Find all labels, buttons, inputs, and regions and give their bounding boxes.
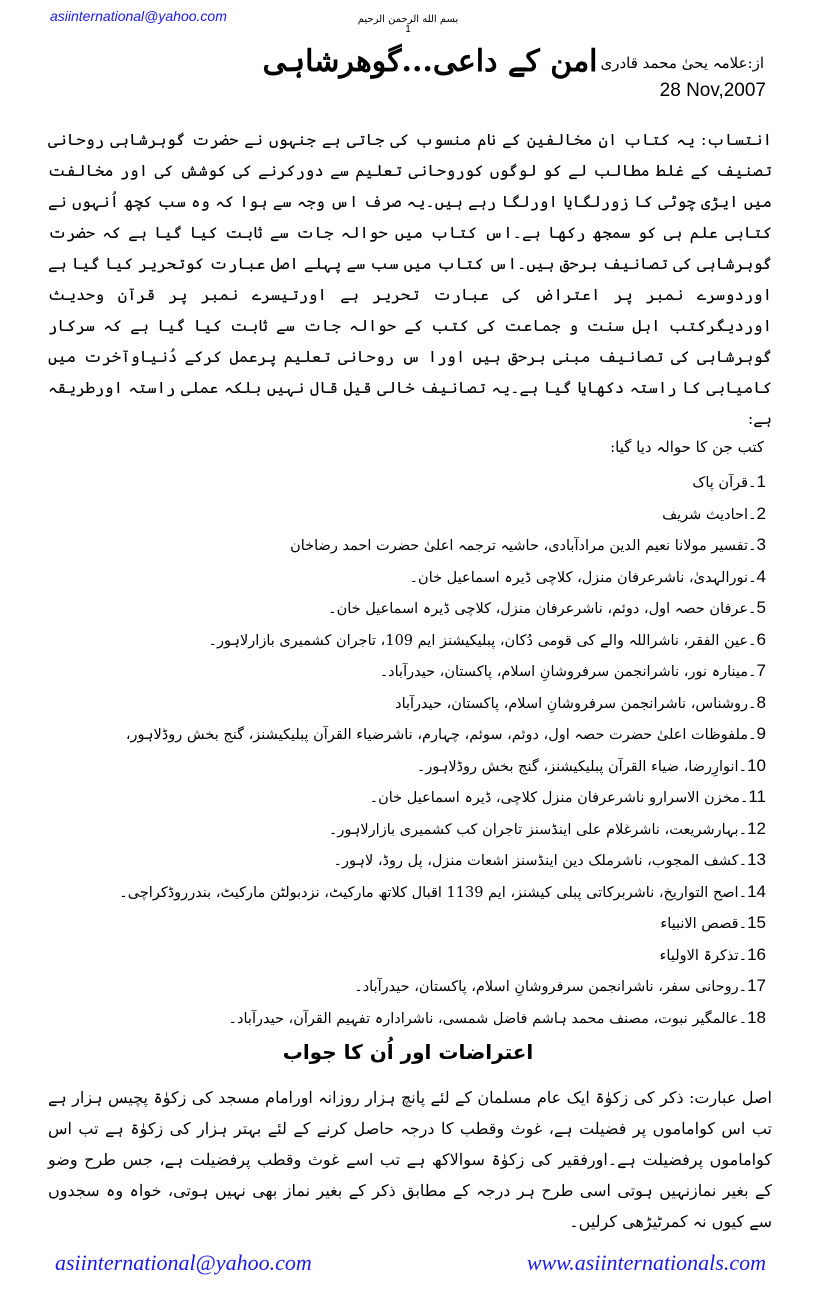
reference-text: ۔روحانی سفر، ناشرانجمن سرفروشانِ اسلام، پاکستان، حیدرآباد۔: [354, 979, 748, 995]
reference-text: ۔ملفوظات اعلیٰ حضرت حصہ اول، دوئم، سوئم، چہارم، ناشرضیاء القرآن پبلیکیشنز، گنج بخش روڈلاہور،: [125, 727, 757, 743]
reference-text: ۔عالمگیر نبوت، مصنف محمد ہاشم فاضل شمسی، ناشرادارہ تفہیم القرآن، حیدرآباد۔: [228, 1010, 748, 1027]
objections-heading: اعتراضات اور اُن کا جواب: [282, 1040, 534, 1064]
reference-text: ۔مینارہ نور، ناشرانجمن سرفروشانِ اسلام، پاکستان، حیدرآباد۔: [379, 664, 757, 680]
footer-email-link[interactable]: asiinternational@yahoo.com: [55, 1250, 312, 1275]
reference-text: ۔احادیث شریف: [662, 506, 757, 523]
reference-text: ۔روشناس، ناشرانجمن سرفروشانِ اسلام، پاکستان، حیدرآباد: [395, 695, 757, 712]
author: از:علامہ یحیٰ محمد قادری: [600, 54, 764, 72]
reference-item: [66, 813, 766, 845]
reference-text: ۔قرآن پاک: [692, 475, 757, 491]
reference-text: ۔بہارشریعت، ناشرغلام علی اینڈسنز تاجران کب کشمیری بازارلاہور۔: [328, 821, 748, 838]
reference-number: 3: [756, 535, 766, 554]
reference-number: 8: [756, 692, 766, 712]
reference-text: ۔کشف المجوب، ناشرملک دین اینڈسنز اشعات منزل، پل روڈ، لاہور۔: [333, 853, 748, 869]
reference-item: [66, 466, 766, 498]
reference-item: [66, 750, 766, 782]
reference-item: [66, 561, 766, 593]
references-heading: کتب جن کا حوالہ دیا گیا:: [610, 438, 764, 456]
reference-number: 11: [748, 787, 766, 806]
reference-item: [66, 592, 766, 624]
reference-number: 6: [756, 629, 766, 649]
reference-number: 18: [747, 1007, 766, 1027]
reference-text: ۔مخزن الاسرارو ناشرعرفان منزل کلاچی، ڈیرہ اسماعیل خان۔: [369, 790, 749, 806]
page-title: امن کے داعی...گوھرشاہی: [262, 44, 598, 79]
reference-item: [66, 718, 766, 750]
reference-text: ۔قصص الانبیاء: [660, 916, 748, 932]
reference-number: 4: [756, 566, 766, 586]
reference-item: [66, 844, 766, 876]
footer-website-link[interactable]: www.asiinternationals.com: [526, 1250, 766, 1275]
page-number: 1: [405, 24, 411, 35]
reference-number: 17: [747, 976, 766, 995]
reference-item: [66, 907, 766, 939]
reference-number: 12: [747, 818, 766, 838]
reference-item: [66, 939, 766, 971]
reference-text: ۔عین الفقر، ناشراللہ والے کی قومی دُکان، پبلیکیشنز ایم 109، تاجران کشمیری بازارلاہور۔: [208, 632, 757, 649]
bismillah: بسم الله الرحمن الرحیم: [357, 14, 459, 25]
reference-item: [66, 687, 766, 719]
reference-item: [66, 498, 766, 530]
reference-number: 5: [756, 598, 766, 617]
reference-text: ۔تذکرۃ الاولیاء: [659, 947, 748, 964]
reference-number: 7: [756, 661, 766, 680]
reference-item: [66, 1002, 766, 1034]
objections-paragraph: اصل عبارت: ذکر کی زکوٰۃ ایک عام مسلمان کے لئے پانچ ہزار روزانہ اورامام مسجد کی زکوٰۃ پچیس ہزار ہے تب اس کواماموں پر فضیلت ہے، غوث وقطب کا درجہ حاصل کرنے کے لئے بہتر ہزار کی زکوٰۃ ہے تب اس کواماموں پرفضیلت ہے۔اورفقیر کی زکوٰۃ سوالاکھ ہے تب اسے غوث وقطب پرفضیلت ہے، جس طرح وضو کے بغیر نمازنہیں ہوتی اسی طرح ہر درجہ کے مطابق ذکر کے بغیر نماز بھی نہیں ہوتی، خواہ وہ سجدوں سے کیوں نہ کمرٹیڑھی کرلیں۔: [48, 1088, 772, 1231]
reference-text: ۔انوارِرضا، ضیاء القرآن پبلیکیشنز، گنج بخش روڈلاہور۔: [416, 758, 748, 775]
reference-number: 16: [747, 944, 766, 964]
references-list: [66, 466, 766, 1033]
reference-number: 9: [756, 724, 766, 743]
reference-item: [66, 970, 766, 1002]
reference-number: 15: [747, 913, 766, 932]
reference-item: [66, 781, 766, 813]
reference-text: ۔اصح التواریخ، ناشربرکاتی پبلی کیشنز، ایم 1139 اقبال کلاتھ مارکیٹ، نزدبولٹن مارکیٹ، بندرروڈکراچی۔: [119, 884, 748, 901]
reference-text: ۔عرفان حصہ اول، دوئم، ناشرعرفان منزل، کلاچی ڈیرہ اسماعیل خان۔: [328, 601, 757, 617]
reference-item: [66, 876, 766, 908]
reference-number: 1: [756, 472, 766, 491]
date: 28 Nov,2007: [659, 80, 766, 101]
reference-text: ۔نورالہدیٰ، ناشرعرفان منزل، کلاچی ڈیرہ اسماعیل خان۔: [409, 569, 757, 586]
reference-number: 13: [747, 850, 766, 869]
reference-number: 2: [756, 503, 766, 523]
reference-number: 14: [747, 881, 766, 901]
header-email-link[interactable]: asiinternational@yahoo.com: [50, 8, 227, 24]
reference-item: [66, 655, 766, 687]
reference-item: [66, 529, 766, 561]
reference-text: ۔تفسیر مولانا نعیم الدین مرادآبادی، حاشیہ ترجمہ اعلیٰ حضرت احمد رضاخان: [290, 538, 757, 554]
dedication-paragraph: انتساب: یہ کتاب ان مخالفین کے نام منسوب کی جاتی ہے جنہوں نے حضرت گوہرشاہی روحانی تصنیف کے غلط مطالب لے کو لوگوں کوروحانی تعلیم سے دورکرنے کی کوشش کی اور مخالفت میں ایڑی چوٹی کا زورلگایا اورلگا رہے ہیں۔یہ صرف اس وجہ سے ہوا کہ وہ سب کچھ اُنہوں نے کتابی علم ہی کو سمجھ رکھا ہے۔اس کتاب میں حوالہ جات سے ثابت کیا گیا ہے کہ حضرت گوہرشاہی کی تصانیف برحق ہیں۔اس کتاب میں سب سے پہلے اصل عبارت کوتحریر کیا گیا ہے اوردوسرے نمبر پر اعتراض کی عبارت تحریر ہے اورتیسرے نمبر پر قرآن وحدیث اوردیگرکتب اہل سنت و جماعت کی کتب کے حوالہ جات سے ثابت کیا گیا ہے کہ سرکار گوہرشاہی کی تصانیف مبنی برحق ہیں اورا س روحانی تعلیم پرعمل کرکے دُنیاوآخرت میں کامیابی کا راستہ دکھایا گیا ہے۔یہ تصانیف خالی قیل قال نہیں بلکہ عملی راستہ اورطریقہ ہے:: [48, 130, 772, 428]
reference-item: [66, 624, 766, 656]
reference-number: 10: [747, 755, 766, 775]
